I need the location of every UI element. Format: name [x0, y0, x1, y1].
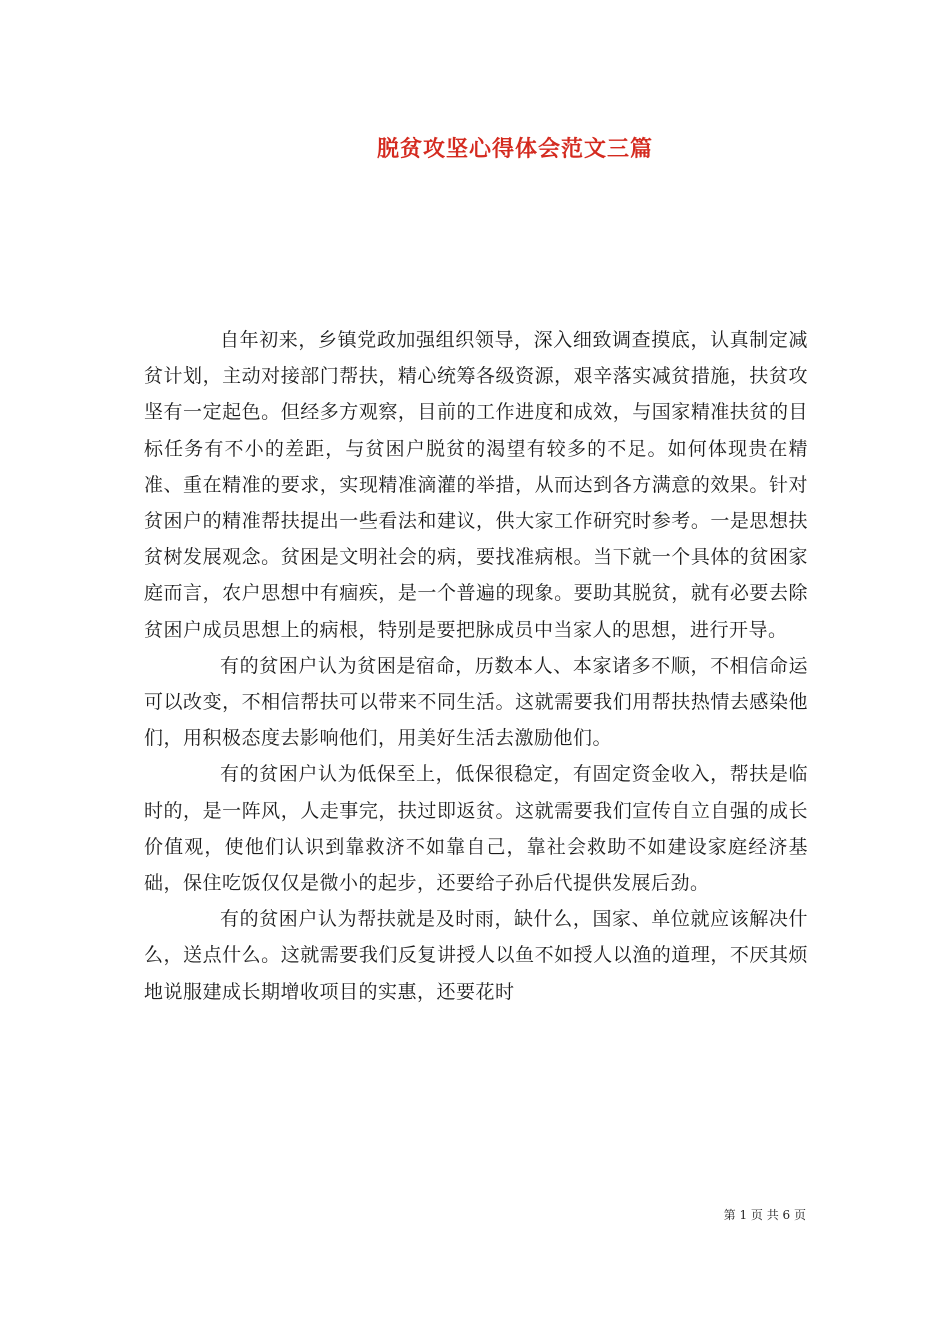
page-footer: 第 1 页 共 6 页 [723, 1208, 806, 1222]
paragraph-2: 有的贫困户认为贫困是宿命，历数本人、本家诸多不顺，不相信命运可以改变，不相信帮扶可以带来不同生活。这就需要我们用帮扶热情去感染他们，用积极态度去影响他们，用美好生活去激励他们。 [144, 654, 808, 750]
document-title: 脱贫攻坚心得体会范文三篇 [376, 136, 653, 162]
paragraph-1: 自年初来，乡镇党政加强组织领导，深入细致调查摸底，认真制定减贫计划，主动对接部门帮扶，精心统筹各级资源，艰辛落实减贫措施，扶贫攻坚有一定起色。但经多方观察，目前的工作进度和成效，与国家精准扶贫的目标任务有不小的差距，与贫困户脱贫的渴望有较多的不足。如何体现贵在精准、重在精准的要求，实现精准滴灌的举措，从而达到各方满意的效果。针对贫困户的精准帮扶提出一些看法和建议，供大家工作研究时参考。一是思想扶贫树发展观念。贫困是文明社会的病，要找准病根。当下就一个具体的贫困家庭而言，农户思想中有痼疾，是一个普遍的现象。要助其脱贫，就有必要去除贫困户成员思想上的病根，特别是要把脉成员中当家人的思想，进行开导。 [144, 329, 808, 641]
paragraph-4: 有的贫困户认为帮扶就是及时雨，缺什么，国家、单位就应该解决什么，送点什么。这就需要我们反复讲授人以鱼不如授人以渔的道理，不厌其烦地说服建成长期增收项目的实惠，还要花时 [144, 908, 808, 1003]
paragraph-3: 有的贫困户认为低保至上，低保很稳定，有固定资金收入，帮扶是临时的，是一阵风，人走事完，扶过即返贫。这就需要我们宣传自立自强的成长价值观，使他们认识到靠救济不如靠自己，靠社会救助不如建设家庭经济基础，保住吃饭仅仅是微小的起步，还要给子孙后代提供发展后劲。 [144, 763, 808, 895]
document-body [144, 322, 808, 1010]
